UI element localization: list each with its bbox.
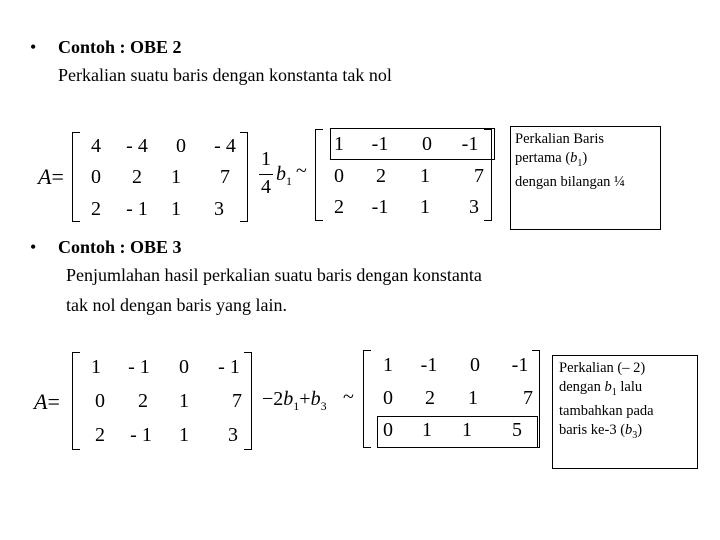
- fraction-bar: [259, 174, 273, 175]
- matrix-cell: 1: [422, 419, 432, 441]
- matrix-cell: 3: [228, 424, 238, 446]
- matrix-cell: 5: [512, 419, 522, 441]
- matrix-cell: -1: [511, 354, 529, 376]
- row-equivalence-symbol: ~: [343, 386, 354, 408]
- matrix-cell: - 4: [214, 135, 236, 157]
- matrix-cell: 1: [383, 354, 393, 376]
- note-line: Perkalian (– 2): [559, 360, 646, 376]
- matrix-cell: 1: [420, 196, 430, 218]
- matrix-cell: 1: [462, 419, 472, 441]
- matrix-cell: - 1: [218, 356, 240, 378]
- matrix-cell: 0: [176, 135, 186, 157]
- bullet-1: •: [30, 37, 37, 57]
- bullet-2: •: [30, 237, 37, 257]
- heading-obe2: Contoh : OBE 2: [58, 37, 182, 57]
- matrix-cell: 1: [468, 387, 478, 409]
- heading-obe3: Contoh : OBE 3: [58, 237, 182, 257]
- description-obe3-line2: tak nol dengan baris yang lain.: [66, 295, 287, 315]
- matrix-cell: - 1: [126, 198, 148, 220]
- matrix-cell: 2: [334, 196, 344, 218]
- note-line: pertama $(b_1)$: [515, 150, 588, 169]
- note-line: Perkalian Baris: [515, 131, 604, 147]
- matrix-cell: 7: [232, 390, 242, 412]
- matrix-cell: 7: [523, 387, 533, 409]
- matrix-cell: 1: [420, 165, 430, 187]
- note-line: baris ke-3 $(b_3)$: [559, 421, 643, 441]
- note-line: tambahkan pada: [559, 402, 654, 419]
- matrix-cell: 2: [95, 424, 105, 446]
- matrix-cell: 0: [470, 354, 480, 376]
- matrix-cell: 2: [91, 198, 101, 220]
- description-obe2: Perkalian suatu baris dengan konstanta tak nol: [58, 65, 392, 85]
- matrix-cell: -1: [371, 196, 389, 218]
- matrix-cell: 2: [132, 166, 142, 188]
- matrix-cell: -1: [461, 133, 479, 155]
- fraction-numerator: 1: [261, 148, 271, 170]
- matrix-cell: 2: [376, 165, 386, 187]
- matrix-cell: 1: [91, 356, 101, 378]
- operation-variable: $b_1$: [276, 163, 292, 188]
- matrix-cell: 1: [171, 166, 181, 188]
- matrix-cell: 0: [334, 165, 344, 187]
- matrix-cell: 7: [220, 166, 230, 188]
- matrix-cell: 1: [171, 198, 181, 220]
- matrix-cell: -1: [420, 354, 438, 376]
- matrix-cell: 2: [138, 390, 148, 412]
- operation-minus2-b1-plus-b3: $-2b_1+b_3$: [262, 388, 327, 413]
- matrix-label-a: A=: [34, 389, 60, 414]
- matrix-cell: 2: [425, 387, 435, 409]
- note-line: dengan bilangan ¼: [515, 173, 625, 190]
- note-box-obe2: [510, 126, 661, 230]
- row-equivalence-symbol: ~: [296, 160, 307, 182]
- matrix-cell: 1: [179, 424, 189, 446]
- matrix-cell: 0: [179, 356, 189, 378]
- matrix-cell: - 1: [128, 356, 150, 378]
- matrix-cell: 0: [91, 166, 101, 188]
- matrix-cell: 4: [91, 135, 101, 157]
- matrix-cell: 1: [179, 390, 189, 412]
- matrix-cell: - 4: [126, 135, 148, 157]
- description-obe3-line1: Penjumlahan hasil perkalian suatu baris dengan konstanta: [66, 265, 482, 285]
- matrix-cell: 0: [383, 387, 393, 409]
- note-box-obe3: [552, 355, 698, 469]
- matrix-cell: 0: [422, 133, 432, 155]
- matrix-cell: 3: [469, 196, 479, 218]
- matrix-cell: 0: [95, 390, 105, 412]
- matrix-label-a: A=: [38, 164, 64, 189]
- matrix-cell: -1: [371, 133, 389, 155]
- matrix-cell: 3: [214, 198, 224, 220]
- note-line: dengan $b_1$ lalu: [559, 379, 643, 398]
- matrix-cell: 1: [334, 133, 344, 155]
- matrix-cell: 7: [474, 165, 484, 187]
- matrix-cell: 0: [383, 419, 393, 441]
- matrix-cell: - 1: [130, 424, 152, 446]
- fraction-denominator: 4: [261, 176, 271, 198]
